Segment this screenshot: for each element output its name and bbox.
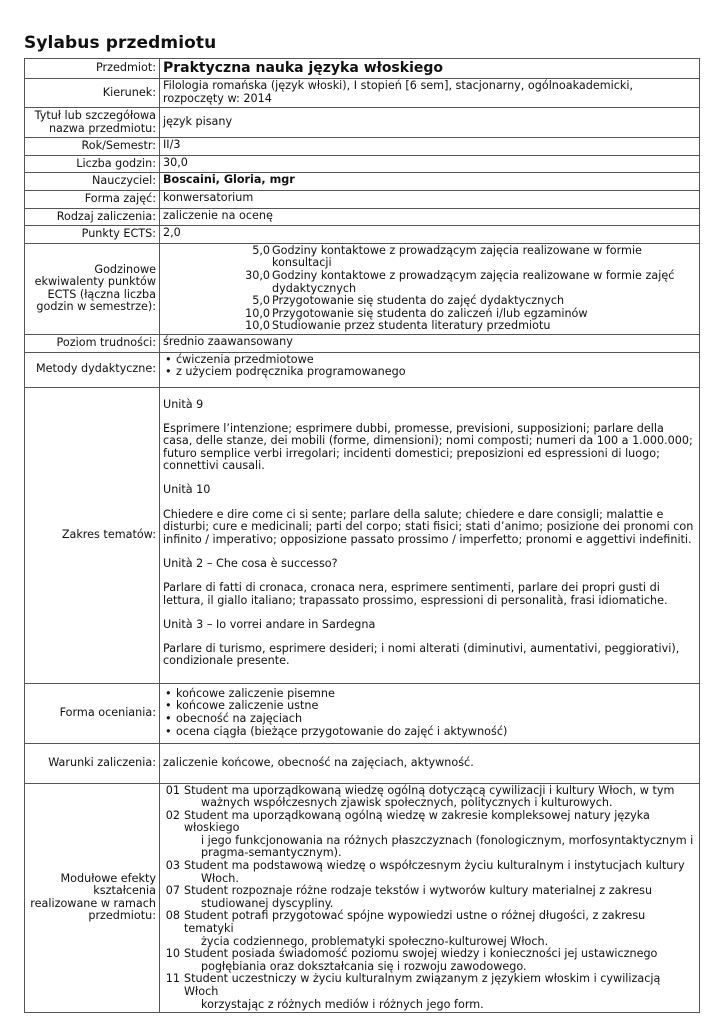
list-item: • z użyciem podręcznika programowanego (163, 366, 696, 379)
outcome-number: 07 (165, 884, 180, 898)
ects-desc: Przygotowanie się studenta do zajęć dydaktycznych (272, 294, 565, 308)
row-kierunek (25, 79, 700, 108)
label-ekwiwalenty: Godzinowe ekwiwalenty punktów ECTS (łączna liczba godzin w semestrze): (25, 243, 160, 334)
list-item: • końcowe zaliczenie pisemne (163, 688, 696, 701)
ects-desc: Godziny kontaktowe z prowadzącym zajęcia realizowane w formie zajęć dydaktycznych (272, 268, 675, 295)
topic-heading: Unità 2 – Che cosa è successo? (163, 556, 338, 570)
topic-text: Chiedere e dire come ci si sente; parlare della salute; chiedere e dare consigli; malattie e disturbi; cure e medicinali; parti del corpo; stati fisici; stati d’animo; posizione dei pronomi con infinito / imperativo; opposizione passato prossimo / imperfetto; pronomi e aggettivi indefiniti. (163, 507, 694, 546)
outcome-text: Student uczestniczy w życiu kulturalnym związanym z językiem włoskim i cywilizacją Włoch (184, 972, 661, 998)
row-metody (25, 352, 700, 387)
row-poziom (25, 334, 700, 352)
topic-text: Parlare di fatti di cronaca, cronaca nera, esprimere sentimenti, parlare dei propri gusti di lettura, il giallo italiano; trapassato prossimo, espressioni di personalità, frasi idiomatiche. (163, 580, 668, 607)
label-rodzaj: Rodzaj zaliczenia: (25, 208, 160, 226)
list-item: • końcowe zaliczenie ustne (163, 700, 696, 713)
ects-hours: 30,0 (245, 268, 270, 282)
topic-heading: Unità 9 (163, 397, 204, 411)
outcome-text-cont: ważnych współczesnych zjawisk społecznych, politycznych i kulturowych. (201, 796, 613, 810)
row-zakres (25, 387, 700, 683)
ects-item (163, 320, 696, 333)
row-tytul (25, 108, 700, 138)
row-warunki (25, 743, 700, 783)
ects-item (163, 245, 696, 270)
label-godziny: Liczba godzin: (25, 155, 160, 173)
label-zakres: Zakres tematów: (25, 387, 160, 683)
row-godziny (25, 155, 700, 173)
topic-heading: Unità 10 (163, 483, 211, 497)
outcome-text-cont: pogłębiania oraz dokształcania się i rozwoju zawodowego. (201, 959, 527, 973)
row-ekwiwalenty (25, 243, 700, 334)
topic-heading: Unità 3 – Io vorrei andare in Sardegna (163, 617, 376, 631)
label-nauczyciel: Nauczyciel: (25, 173, 160, 191)
value-nauczyciel: Boscaini, Gloria, mgr (160, 173, 700, 191)
ects-item (163, 270, 696, 295)
outcome-number: 08 (165, 909, 180, 923)
row-ects (25, 226, 700, 244)
row-forma (25, 190, 700, 208)
outcome-text-cont: życia codziennego, problematyki społeczno-kulturowej Włoch. (201, 934, 549, 948)
outcome-text-cont: Włoch. (201, 871, 239, 885)
ects-hours: 5,0 (252, 243, 270, 257)
outcome-item (163, 973, 696, 1011)
outcome-number: 11 (165, 972, 180, 986)
label-tytul: Tytuł lub szczegółowa nazwa przedmiotu: (25, 108, 160, 138)
value-metody (160, 352, 700, 387)
row-efekty (25, 783, 700, 1013)
ects-desc: Godziny kontaktowe z prowadzącym zajęcia realizowane w formie konsultacji (272, 243, 642, 270)
value-przedmiot: Praktyczna nauka języka włoskiego (160, 59, 700, 79)
row-przedmiot (25, 59, 700, 79)
list-item: • ocena ciągła (bieżące przygotowanie do zajęć i aktywność) (163, 726, 696, 739)
label-poziom: Poziom trudności: (25, 334, 160, 352)
label-forma: Forma zajęć: (25, 190, 160, 208)
ects-hours: 5,0 (252, 294, 270, 308)
value-forma: konwersatorium (160, 190, 700, 208)
list-item: • ćwiczenia przedmiotowe (163, 354, 696, 367)
topic-text: Parlare di turismo, esprimere desideri; i nomi alterati (diminutivi, aumentativi, peggiorativi), condizionale presente. (163, 641, 680, 668)
outcome-text: Student ma uporządkowaną ogólną wiedzę w zakresie kompleksowej natury języka włoskiego (184, 808, 650, 835)
value-kierunek: Filologia romańska (język włoski), I stopień [6 sem], stacjonarny, ogólnoakademicki, rozpoczęty w: 2014 (160, 79, 700, 108)
row-ocenianie (25, 683, 700, 743)
ects-desc: Studiowanie przez studenta literatury przedmiotu (272, 319, 551, 333)
label-ocenianie: Forma oceniania: (25, 683, 160, 743)
outcome-text: Student potrafi przygotować spójne wypowiedzi ustne o różnej długości, z zakresu tematyki (184, 909, 646, 936)
outcome-number: 02 (165, 808, 180, 822)
outcome-text: Student rozpoznaje różne rodzaje tekstów i wytworów kultury materialnej z zakresu (184, 884, 653, 898)
label-kierunek: Kierunek: (25, 79, 160, 108)
value-zakres (160, 387, 700, 683)
value-ocenianie (160, 683, 700, 743)
outcome-text: Student posiada świadomość poziomu swojej wiedzy i konieczności jej ustawicznego (184, 947, 658, 961)
outcome-text-cont: korzystając z różnych mediów i różnych jego form. (201, 997, 484, 1011)
list-item: • obecność na zajęciach (163, 713, 696, 726)
outcome-item (163, 885, 696, 910)
outcome-item (163, 948, 696, 973)
value-warunki: zaliczenie końcowe, obecność na zajęciach, aktywność. (160, 743, 700, 783)
value-godziny: 30,0 (160, 155, 700, 173)
label-warunki: Warunki zaliczenia: (25, 743, 160, 783)
row-rodzaj (25, 208, 700, 226)
outcome-item (163, 810, 696, 860)
value-ects: 2,0 (160, 226, 700, 244)
page-title: Sylabus przedmiotu (24, 33, 217, 53)
outcome-text: Student ma uporządkowaną wiedzę ogólną dotyczącą cywilizacji i kultury Włoch, w tym (184, 783, 675, 797)
value-ekwiwalenty (160, 243, 700, 334)
outcome-number: 10 (165, 947, 180, 961)
label-efekty: Modułowe efekty kształcenia realizowane w ramach przedmiotu: (25, 783, 160, 1013)
topic-text: Esprimere l’intenzione; esprimere dubbi, promesse, previsioni, supposizioni; parlare della casa, delle stanze, dei mobili (forme, dimensioni); nomi composti; numeri da 100 a 1.000.000; futuro semplice verbi irregolari; incidenti domestici; preposizioni ed espressioni di luogo; connettivi causali. (163, 421, 693, 473)
value-rodzaj: zaliczenie na ocenę (160, 208, 700, 226)
syllabus-table (24, 58, 700, 1013)
value-rok: II/3 (160, 138, 700, 156)
ects-item (163, 295, 696, 308)
outcome-item (163, 785, 696, 810)
outcome-number: 03 (165, 859, 180, 873)
outcome-item (163, 860, 696, 885)
label-przedmiot: Przedmiot: (25, 59, 160, 79)
value-tytul: język pisany (160, 108, 700, 138)
value-efekty (160, 783, 700, 1013)
outcome-text-cont: i jego funkcjonowania na różnych płaszczyznach (fonologicznym, morfosyntaktycznym i pragma-semantycznym). (201, 833, 694, 860)
row-nauczyciel (25, 173, 700, 191)
ects-hours: 10,0 (245, 306, 270, 320)
row-rok (25, 138, 700, 156)
label-rok: Rok/Semestr: (25, 138, 160, 156)
label-metody: Metody dydaktyczne: (25, 352, 160, 387)
outcome-number: 01 (165, 783, 180, 797)
ects-hours: 10,0 (245, 319, 270, 333)
ects-desc: Przygotowanie się studenta do zaliczeń i/lub egzaminów (272, 306, 588, 320)
value-poziom: średnio zaawansowany (160, 334, 700, 352)
outcome-text: Student ma podstawową wiedzę o współczesnym życiu kulturalnym i instytucjach kultury (184, 859, 685, 873)
label-ects: Punkty ECTS: (25, 226, 160, 244)
outcome-item (163, 910, 696, 948)
outcome-text-cont: studiowanej dyscypliny. (201, 896, 334, 910)
